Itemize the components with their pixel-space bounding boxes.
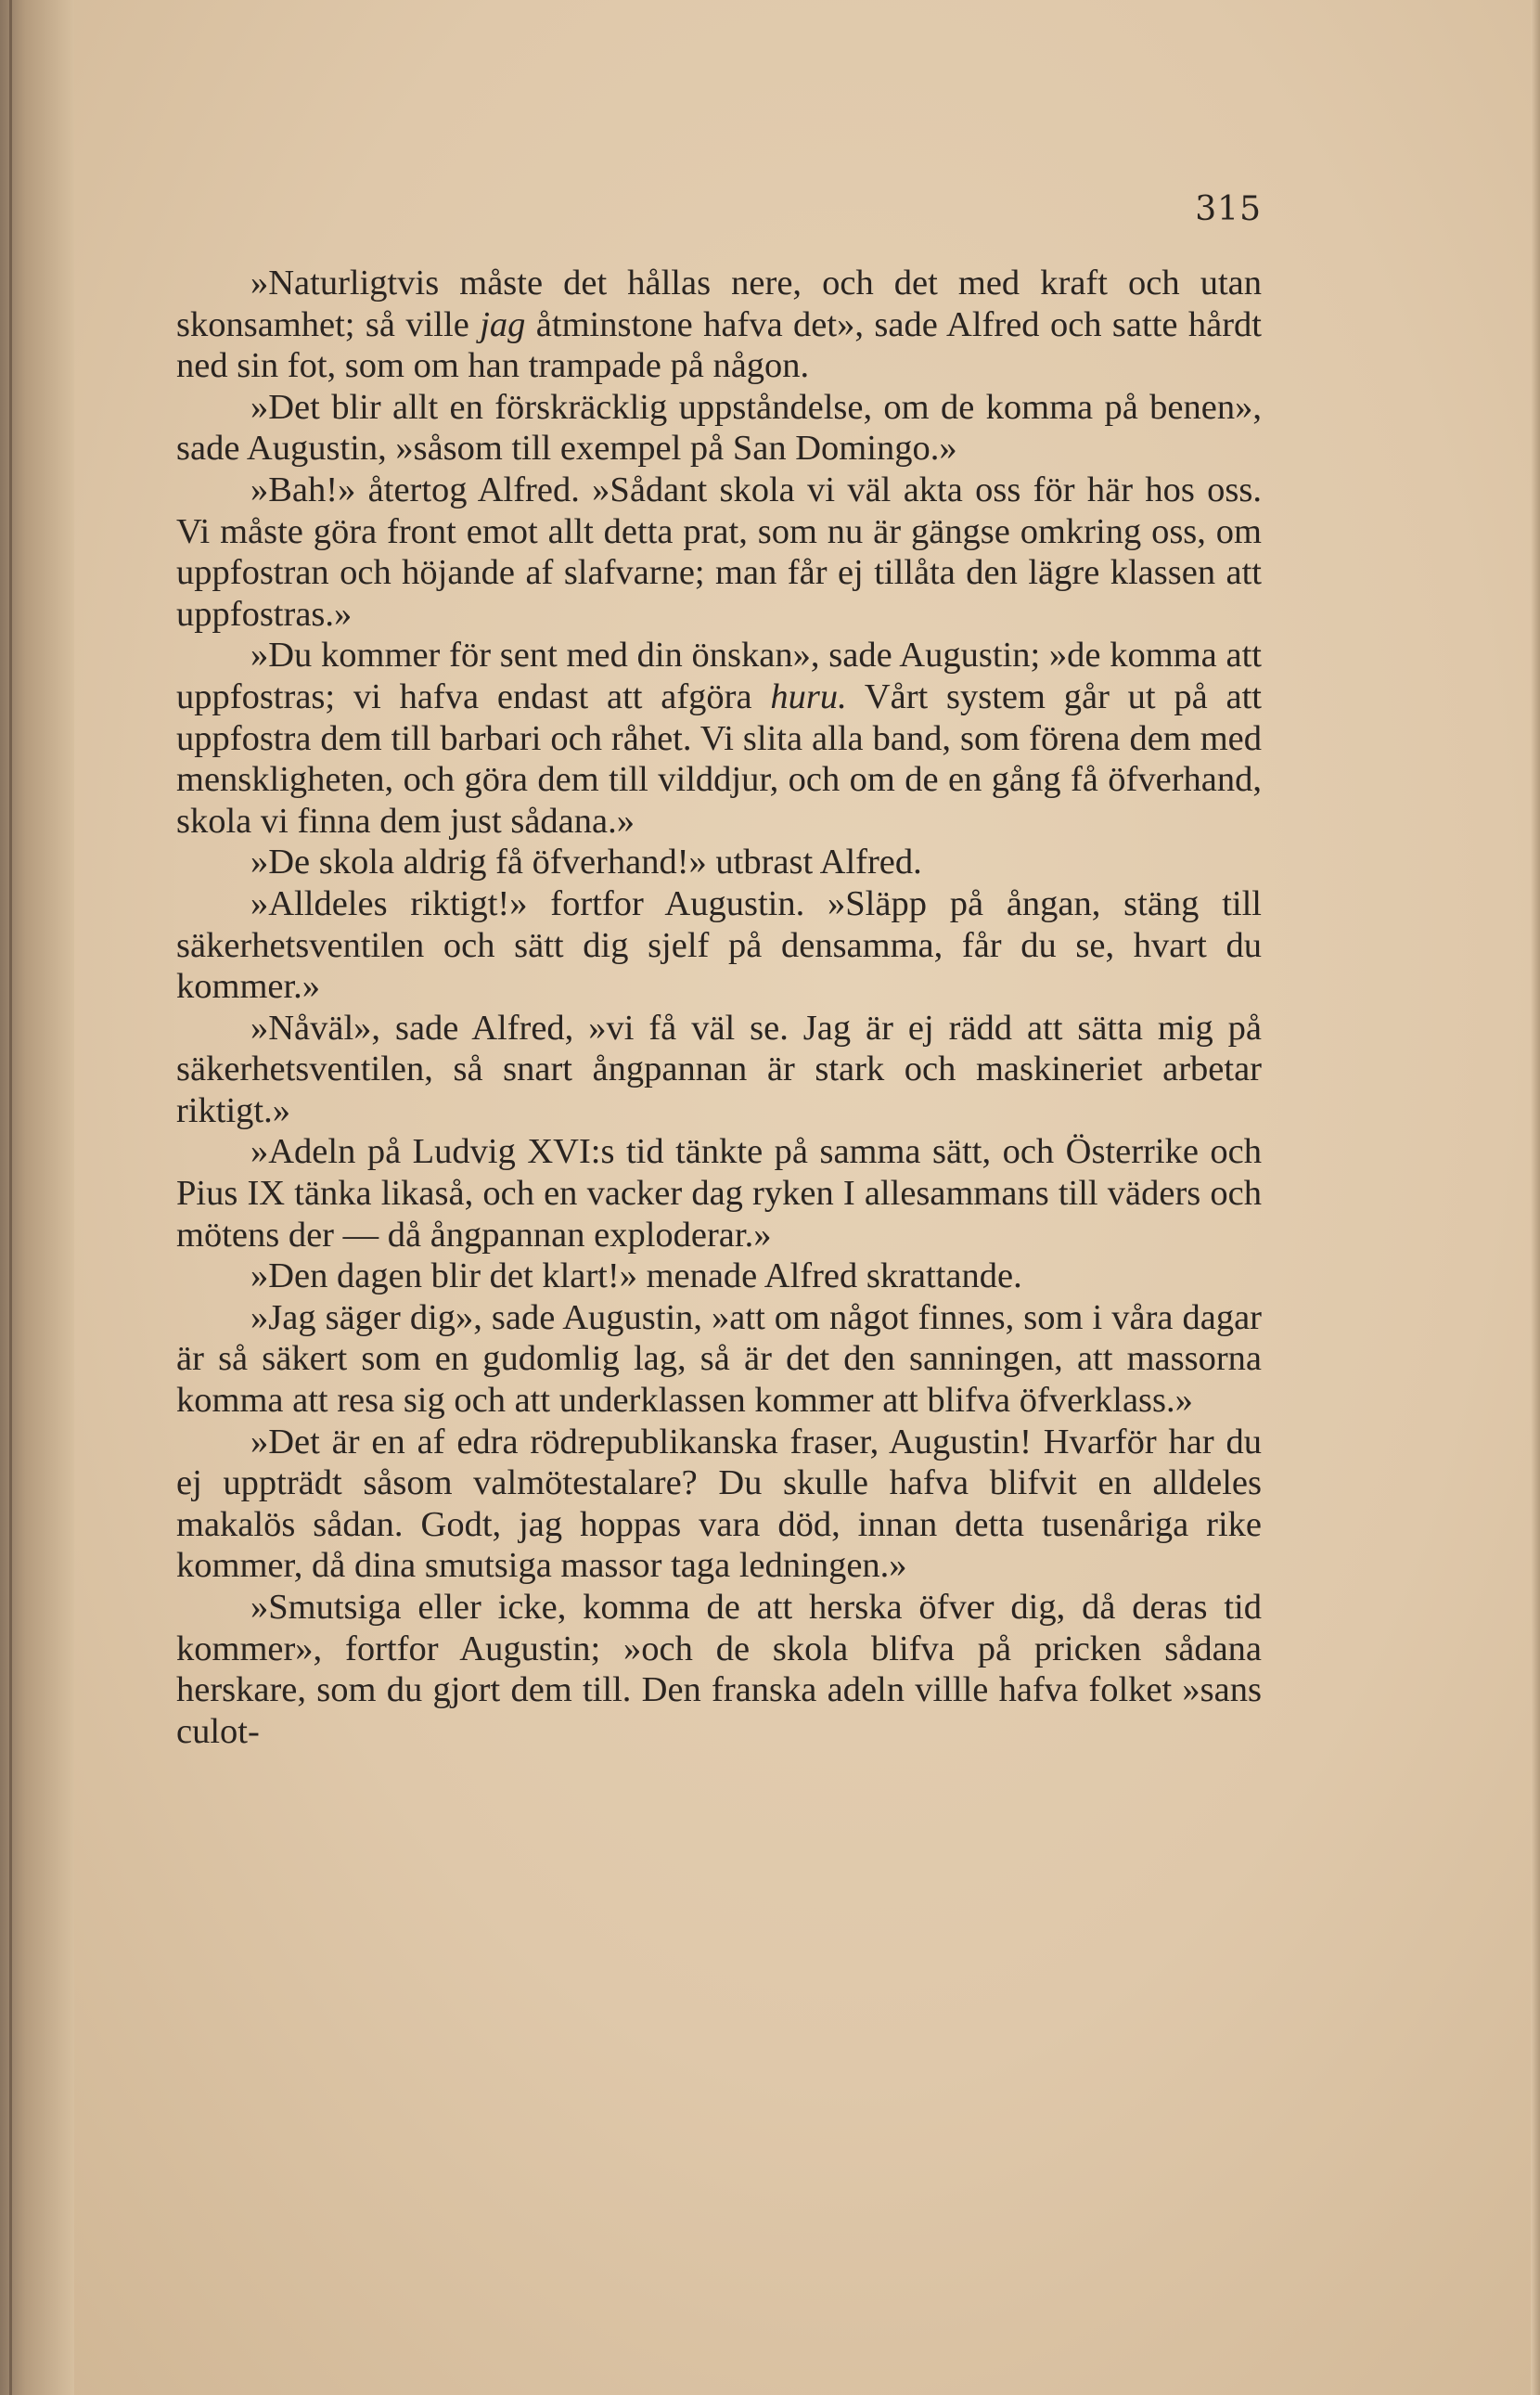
paragraph bbox=[176, 387, 1262, 470]
paragraph-text: »Det blir allt en förskräcklig uppståndelse, om de komma på benen», sade Augustin, »såsom till exempel på San Domingo.» bbox=[176, 387, 1262, 469]
paragraph bbox=[176, 470, 1262, 635]
paragraph-text: »Adeln på Ludvig XVI:s tid tänkte på samma sätt, och Österrike och Pius IX tänka likaså, och en vacker dag ryken I allesammans till väders och mötens der — då ångpannan exploderar.» bbox=[176, 1132, 1262, 1255]
paragraph-text: »De skola aldrig få öfverhand!» utbrast Alfred. bbox=[250, 843, 922, 882]
paragraph-text: »Den dagen blir det klart!» menade Alfred skrattande. bbox=[250, 1256, 1022, 1296]
paragraph-text: »Du kommer för sent med din önskan», sade Augustin; »de komma att uppfostras; vi hafva endast att afgöra bbox=[176, 636, 1262, 716]
paragraph-text: Vårt system går ut på att uppfostra dem till barbari och råhet. Vi slita alla band, som förena dem med menskligheten, och göra dem till vilddjur, och om de en gång få öfverhand, skola vi finna dem just sådana.» bbox=[176, 676, 1262, 841]
paragraph bbox=[176, 1587, 1262, 1752]
paragraph-text: »Alldeles riktigt!» fortfor Augustin. »Släpp på ångan, stäng till säkerhetsventilen och sätt dig sjelf på densamma, får du se, hvart du kommer.» bbox=[176, 883, 1262, 1007]
paragraph bbox=[176, 1422, 1262, 1587]
paragraph-text: »Det är en af edra rödrepublikanska fraser, Augustin! Hvarför har du ej uppträdt såsom valmötestalare? Du skulle hafva blifvit en alldeles makalös sådan. Godt, jag hoppas vara död, innan detta tusenåriga rike kommer, då dina smutsiga massor taga ledningen.» bbox=[176, 1422, 1262, 1586]
emphasized-text: jag bbox=[480, 304, 526, 344]
paragraph bbox=[176, 1297, 1262, 1422]
paragraph-text: »Bah!» återtog Alfred. »Sådant skola vi väl akta oss för här hos oss. Vi måste göra front emot allt detta prat, som nu är gängse omkring oss, om uppfostran och höjande af slafvarne; man får ej tillåta den lägre klassen att uppfostras.» bbox=[176, 470, 1262, 634]
paragraph-text: »Jag säger dig», sade Augustin, »att om något finnes, som i våra dagar är så säkert som en gudomlig lag, så är det den sanningen, att massorna komma att resa sig och att underklassen kommer att blifva öfverklass.» bbox=[176, 1297, 1262, 1421]
paragraph bbox=[176, 883, 1262, 1008]
paragraph bbox=[176, 263, 1262, 387]
page-right-edge bbox=[1531, 0, 1540, 2395]
paragraph-text: »Nåväl», sade Alfred, »vi få väl se. Jag är ej rädd att sätta mig på säkerhetsventilen, så snart ångpannan är stark och maskineriet arbetar riktigt.» bbox=[176, 1008, 1262, 1130]
paragraph-text: åtminstone hafva det», sade Alfred och satte hårdt ned sin fot, som om han trampade på någon. bbox=[176, 304, 1262, 386]
paragraph-text: »Naturligtvis måste det hållas nere, och det med kraft och utan skonsamhet; så ville bbox=[176, 264, 1262, 344]
paragraph bbox=[176, 1255, 1262, 1297]
emphasized-text: huru. bbox=[770, 676, 847, 716]
body-text bbox=[176, 263, 1262, 1752]
paragraph-text: »Smutsiga eller icke, komma de att herska öfver dig, då deras tid kommer», fortfor Augustin; »och de skola blifva på pricken sådana herskare, som du gjort dem till. Den franska adeln villle hafva folket »sans culot- bbox=[176, 1588, 1262, 1751]
paragraph bbox=[176, 842, 1262, 883]
paragraph bbox=[176, 1008, 1262, 1132]
paragraph bbox=[176, 635, 1262, 842]
gutter-edge-line bbox=[9, 0, 12, 2395]
page-number: 315 bbox=[1195, 190, 1262, 228]
paragraph bbox=[176, 1131, 1262, 1255]
